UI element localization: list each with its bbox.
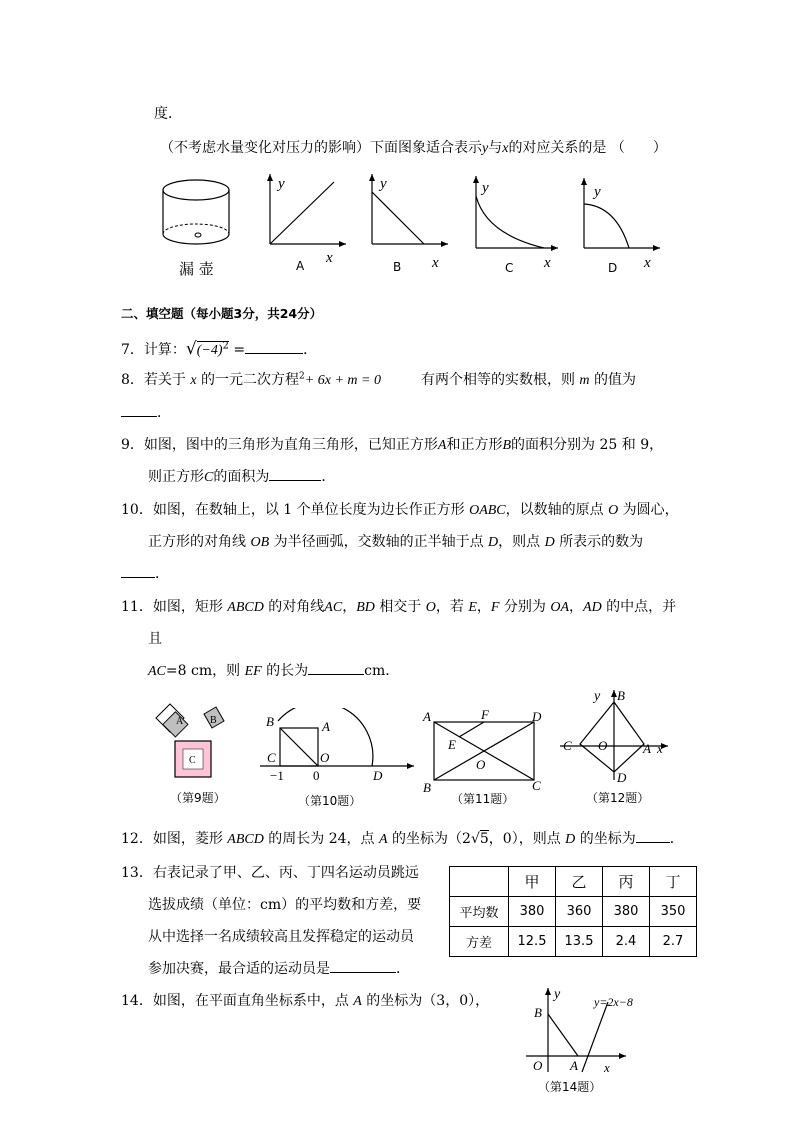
fig12-label-c: C <box>563 738 572 753</box>
graph-a-x-label: x <box>326 250 333 266</box>
fig14-caption: （第14题） <box>538 1080 602 1094</box>
graph-d-y-label: y <box>594 184 601 200</box>
q9-line2: 则正方形C的面积为 ． <box>148 466 335 486</box>
fig9-label-c: C <box>189 755 196 766</box>
fig11-label-e: E <box>448 737 456 752</box>
fig14-label-o: O <box>533 1058 543 1073</box>
graph-b <box>364 172 454 268</box>
q8-blank: ． <box>121 402 171 422</box>
fig9-label-b: B <box>210 715 217 726</box>
graph-c-y-label: y <box>482 180 489 196</box>
graph-a <box>262 172 352 268</box>
fig10-label-d: D <box>373 768 383 783</box>
fig10-label-a: A <box>322 719 330 734</box>
q10-line2: 正方形的对角线 OB 为半径画弧，交数轴的正半轴于点 D，则点 D 所表示的数为 <box>148 534 644 550</box>
fig11-label-c: C <box>532 778 541 793</box>
score-table <box>449 866 697 957</box>
q13-line3: 从中选择一名成绩较高且发挥稳定的运动员 <box>148 929 414 945</box>
fig12-label-x: x <box>657 741 663 756</box>
q8: 8．若关于 x 的一元二次方程$^2$+ 6x + m = 0 有两个相等的实数根，则 m 的值为 <box>121 371 636 388</box>
q11-line1: 11．如图，矩形 ABCD 的对角线AC，BD 相交于 O，若 E，F 分别为 OA，AD 的中点，并 <box>121 599 677 615</box>
graph-a-label: A <box>296 259 305 273</box>
fig11-label-b: B <box>423 780 431 795</box>
q6-degree: 度． <box>154 106 182 122</box>
fig12-label-a: A <box>643 741 651 756</box>
figure-10 <box>258 708 418 784</box>
figure-9 <box>154 702 232 782</box>
q13-line1: 13．右表记录了甲、乙、丙、丁四名运动员跳远 <box>121 865 419 881</box>
section-title: 二、填空题（每小题3分，共24分） <box>121 306 323 321</box>
vessel-label: 漏 壶 <box>179 260 214 278</box>
fig11-label-a: A <box>423 709 431 724</box>
graph-d-x-label: x <box>644 255 651 271</box>
figure-14 <box>522 984 652 1076</box>
fig10-label-b: B <box>266 714 274 729</box>
graph-b-y-label: y <box>380 176 387 192</box>
fig11-caption: （第11题） <box>451 792 515 806</box>
fig11-label-f: F <box>481 707 489 722</box>
fig12-label-o: O <box>598 738 608 753</box>
fig14-line-label: y=2x−8 <box>594 995 633 1009</box>
q14: 14．如图，在平面直角坐标系中，点 A 的坐标为（3，0）， <box>121 993 490 1009</box>
table-header-row: 甲 乙 丙 丁 <box>450 867 697 897</box>
graph-c <box>468 172 564 268</box>
q11-line3: AC=8 cm，则 EF 的长为 cm． <box>148 660 399 680</box>
figure-11 <box>420 706 548 796</box>
fig10-label-zero: 0 <box>313 768 320 783</box>
fig14-label-y: y <box>554 987 561 1002</box>
fig12-label-b: B <box>617 688 625 703</box>
fig14-label-x: x <box>604 1060 610 1075</box>
fig10-label-c: C <box>267 750 276 765</box>
q13-line4: 参加决赛，最合适的运动员是 ． <box>148 958 410 978</box>
q7: 7．计算：$√(-4)^2$ = ． <box>121 339 318 359</box>
fig12-caption: （第12题） <box>586 791 650 805</box>
fig11-label-d: D <box>532 709 542 724</box>
graph-b-x-label: x <box>432 255 439 268</box>
graph-c-label: C <box>505 261 514 275</box>
q10-line1: 10．如图，在数轴上，以 1 个单位长度为边长作正方形 OABC，以数轴的原点 O 为圆心， <box>121 502 679 518</box>
fig12-label-y: y <box>594 689 601 704</box>
q9-line1: 9．如图，图中的三角形为直角三角形，已知正方形A和正方形B的面积分别为 25 和 9， <box>121 437 664 453</box>
fig14-label-b: B <box>534 1005 542 1020</box>
q11-line2: 且 <box>148 631 162 647</box>
graph-d-label: D <box>608 261 618 275</box>
leaky-pot-figure <box>158 176 238 254</box>
graph-d <box>576 176 666 272</box>
q6-text: （不考虑水量变化对压力的影响）下面图象适合表示y与x的对应关系的是 （ ） <box>160 140 667 156</box>
q12: 12．如图，菱形 ABCD 的周长为 24，点 A 的坐标为（2√5，0），则点 D 的坐标为 ． <box>121 828 684 848</box>
fig9-caption: （第9题） <box>170 791 226 805</box>
fig10-label-o: O <box>320 750 330 765</box>
fig12-label-d: D <box>617 770 627 784</box>
fig11-label-o: O <box>476 757 486 772</box>
table-row: 方差 12.5 13.5 2.4 2.7 <box>450 927 697 957</box>
q13-line2: 选拔成绩（单位：cm）的平均数和方差，要 <box>148 897 422 913</box>
fig10-caption: （第10题） <box>298 794 362 808</box>
fig10-label-neg1: −1 <box>270 768 284 783</box>
fig9-label-a: A <box>176 716 184 727</box>
table-row: 平均数 380 360 380 350 <box>450 897 697 927</box>
graph-a-y-label: y <box>278 176 285 192</box>
fig14-label-a: A <box>570 1058 578 1073</box>
graph-c-x-label: x <box>544 255 551 268</box>
q10-blank: ． <box>121 563 169 583</box>
figure-12 <box>556 686 672 784</box>
graph-b-label: B <box>393 260 402 274</box>
